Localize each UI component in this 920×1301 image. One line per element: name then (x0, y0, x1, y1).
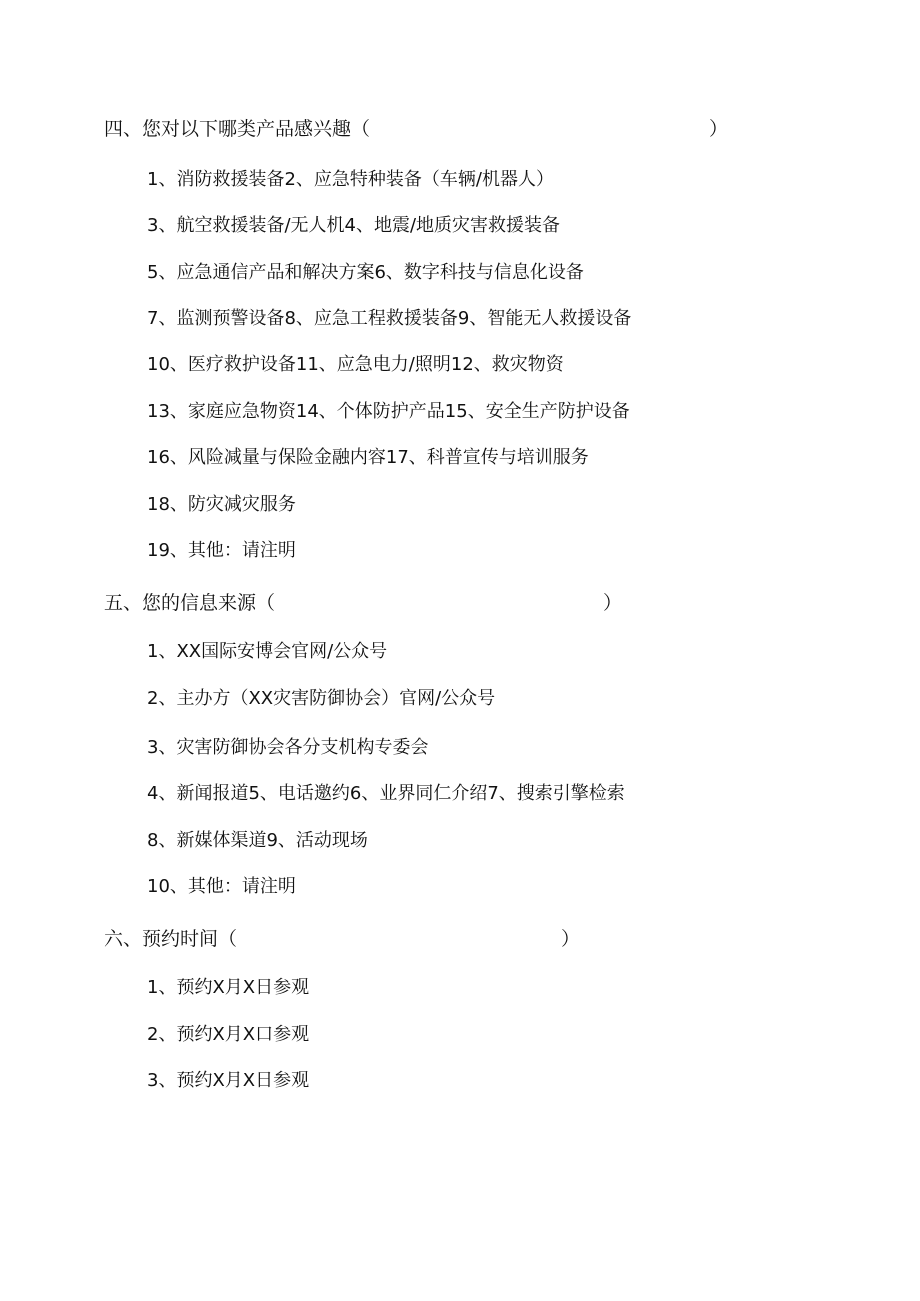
section-5-option-5: 8、新媒体渠道9、活动现场 (147, 830, 368, 851)
section-4-option-3: 5、应急通信产品和解决方案6、数字科技与信息化设备 (147, 262, 584, 283)
section-6-option-2: 2、预约X月X口参观 (147, 1024, 310, 1045)
section-6-answer-close: ） (561, 928, 581, 950)
section-5-answer-close: ） (603, 592, 623, 614)
section-4-heading: 四、您对以下哪类产品感兴趣（ (104, 118, 371, 140)
section-4-option-5: 10、医疗救护设备11、应急电力/照明12、救灾物资 (147, 354, 564, 375)
section-6-option-3: 3、预约X月X日参观 (147, 1070, 310, 1091)
section-5-heading: 五、您的信息来源（ (104, 592, 276, 614)
section-5-option-6: 10、其他：请注明 (147, 876, 296, 897)
section-4-option-2: 3、航空救援装备/无人机4、地震/地质灾害救援装备 (147, 215, 561, 236)
section-4-answer-close: ） (709, 118, 729, 140)
section-4-option-8: 18、防灾减灾服务 (147, 494, 296, 515)
section-5-option-1: 1、XX国际安博会官网/公众号 (147, 641, 388, 662)
section-5-option-2: 2、主办方（XX灾害防御协会）官网/公众号 (147, 688, 496, 709)
section-6-option-1: 1、预约X月X日参观 (147, 977, 310, 998)
section-6-heading: 六、预约时间（ (104, 928, 238, 950)
section-4-option-4: 7、监测预警设备8、应急工程救援装备9、智能无人救援设备 (147, 308, 632, 329)
section-4-option-7: 16、风险减量与保险金融内容17、科普宣传与培训服务 (147, 447, 589, 468)
section-4-option-9: 19、其他：请注明 (147, 540, 296, 561)
section-4-option-1: 1、消防救援装备2、应急特种装备（车辆/机器人） (147, 169, 554, 190)
section-5-option-4: 4、新闻报道5、电话邀约6、业界同仁介绍7、搜索引擎检索 (147, 783, 625, 804)
section-5-option-3: 3、灾害防御协会各分支机构专委会 (147, 737, 429, 758)
section-4-option-6: 13、家庭应急物资14、个体防护产品15、安全生产防护设备 (147, 401, 630, 422)
